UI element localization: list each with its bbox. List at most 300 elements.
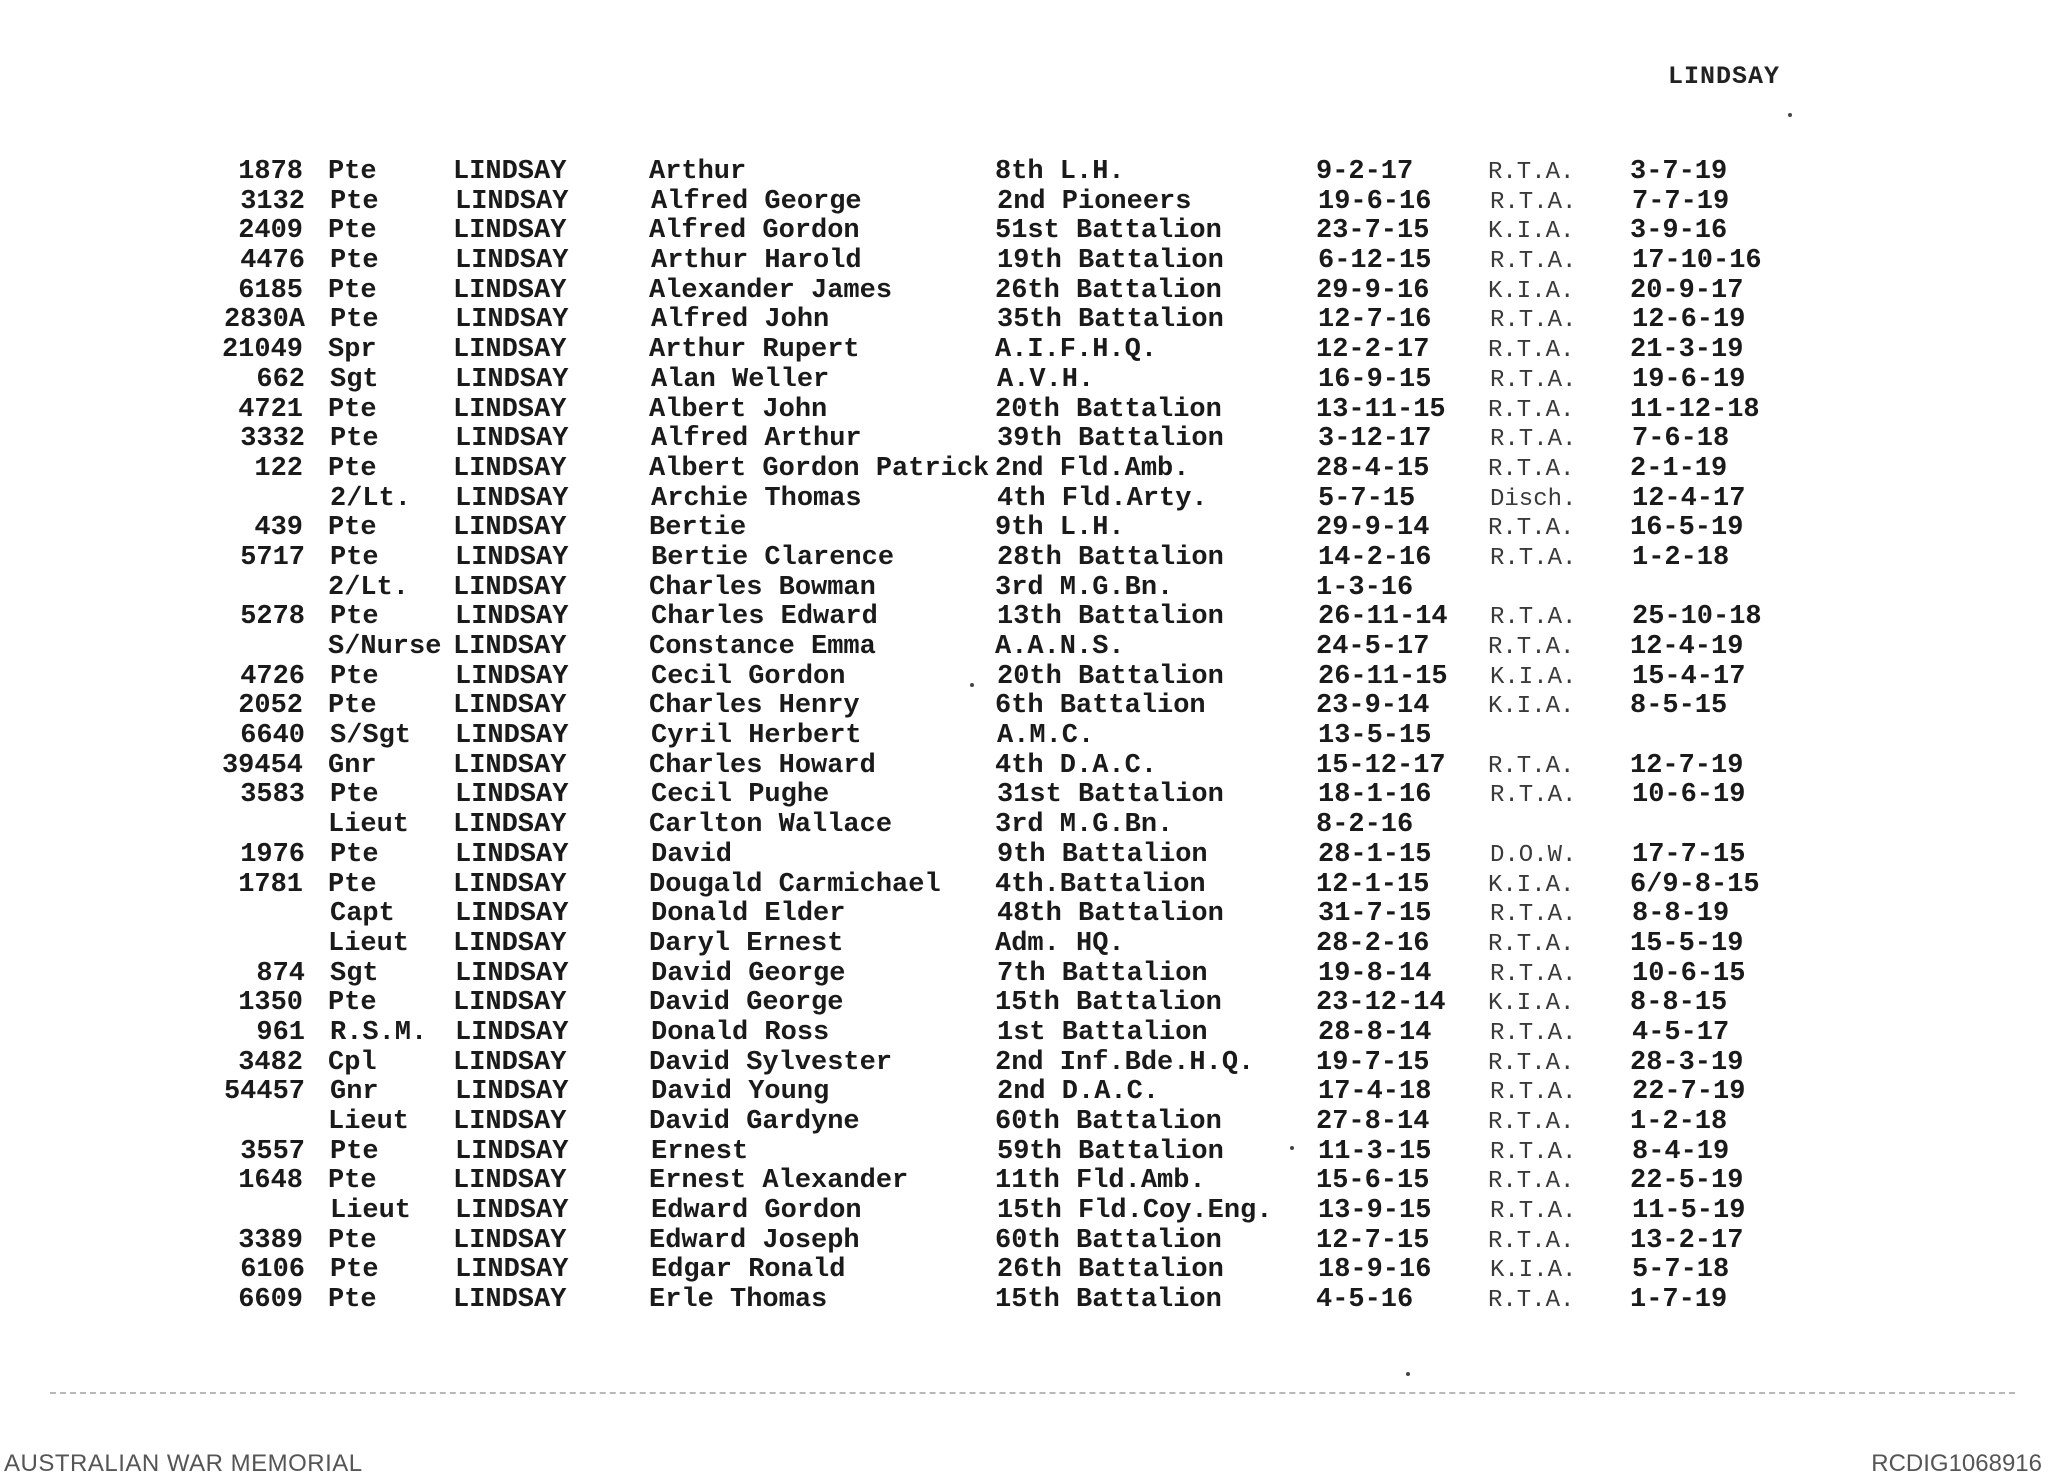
unit-cell: 28th Battalion	[997, 542, 1224, 573]
unit-cell: 15th Battalion	[995, 1285, 1222, 1316]
enlistment-date-cell: 28-2-16	[1316, 928, 1430, 959]
fate-cell: K.I.A.	[1490, 1257, 1577, 1285]
surname-cell: LINDSAY	[453, 335, 567, 366]
surname-cell: LINDSAY	[455, 483, 569, 514]
rank-cell: Lieut	[328, 1107, 410, 1137]
given-names-cell: Albert Gordon Patrick	[649, 453, 990, 484]
fate-cell: R.T.A.	[1490, 426, 1577, 454]
fate-cell: K.I.A.	[1488, 277, 1575, 305]
enlistment-date-cell: 24-5-17	[1316, 632, 1430, 662]
enlistment-date-cell: 4-5-16	[1316, 1285, 1414, 1316]
service-number-cell: 4726	[240, 661, 305, 692]
surname-cell: LINDSAY	[453, 1225, 567, 1256]
surname-cell: LINDSAY	[455, 780, 569, 811]
ink-speck	[1406, 1372, 1410, 1376]
unit-cell: 51st Battalion	[995, 216, 1222, 247]
given-names-cell: Cecil Gordon	[651, 661, 846, 692]
unit-cell: A.A.N.S.	[995, 632, 1125, 662]
unit-cell: 4th D.A.C.	[995, 750, 1158, 781]
divider	[50, 1392, 2015, 1394]
fate-cell: R.T.A.	[1490, 366, 1577, 394]
given-names-cell: Carlton Wallace	[649, 810, 893, 841]
fate-date-cell: 8-4-19	[1632, 1136, 1730, 1167]
service-number-cell: 1781	[238, 869, 303, 900]
given-names-cell: Charles Howard	[649, 750, 876, 781]
rank-cell: Pte	[328, 1166, 377, 1197]
service-number-cell: 961	[256, 1017, 305, 1048]
rank-cell: Gnr	[328, 750, 377, 781]
service-number-cell: 1878	[238, 157, 303, 187]
given-names-cell: Donald Ross	[651, 1017, 830, 1048]
enlistment-date-cell: 26-11-15	[1318, 661, 1448, 692]
service-number-cell: 3389	[238, 1225, 303, 1256]
given-names-cell: Edward Gordon	[651, 1196, 862, 1227]
service-number-cell: 4721	[238, 394, 303, 425]
enlistment-date-cell: 5-7-15	[1318, 483, 1416, 514]
unit-cell: 2nd Inf.Bde.H.Q.	[995, 1047, 1255, 1078]
unit-cell: 7th Battalion	[997, 958, 1208, 989]
fate-date-cell: 21-3-19	[1630, 335, 1744, 366]
fate-cell: R.T.A.	[1488, 1049, 1575, 1077]
fate-date-cell: 10-6-19	[1632, 780, 1746, 811]
surname-cell: LINDSAY	[453, 1166, 567, 1197]
surname-cell: LINDSAY	[453, 216, 567, 247]
rank-cell: Pte	[330, 424, 379, 455]
enlistment-date-cell: 12-7-15	[1316, 1225, 1430, 1256]
surname-cell: LINDSAY	[455, 305, 569, 336]
enlistment-date-cell: 14-2-16	[1318, 542, 1432, 573]
surname-cell: LINDSAY	[453, 394, 567, 425]
fate-cell: R.T.A.	[1488, 455, 1575, 483]
given-names-cell: Alfred John	[651, 305, 830, 336]
given-names-cell: David George	[649, 988, 844, 1019]
unit-cell: 20th Battalion	[995, 394, 1222, 425]
service-number-cell: 3332	[240, 424, 305, 455]
surname-cell: LINDSAY	[453, 988, 567, 1019]
enlistment-date-cell: 29-9-14	[1316, 513, 1430, 544]
rank-cell: Pte	[328, 691, 377, 722]
given-names-cell: Edward Joseph	[649, 1225, 860, 1256]
fate-cell: R.T.A.	[1490, 544, 1577, 572]
surname-cell: LINDSAY	[453, 632, 567, 662]
surname-cell: LINDSAY	[453, 572, 567, 603]
rank-cell: Lieut	[330, 1196, 412, 1227]
surname-cell: LINDSAY	[453, 1285, 567, 1316]
rank-cell: R.S.M.	[330, 1017, 428, 1048]
given-names-cell: Bertie Clarence	[651, 542, 895, 573]
ink-speck	[1788, 113, 1792, 117]
fate-date-cell: 13-2-17	[1630, 1225, 1744, 1256]
unit-cell: A.V.H.	[997, 364, 1095, 395]
unit-cell: 20th Battalion	[997, 661, 1224, 692]
given-names-cell: Alfred Arthur	[651, 424, 862, 455]
fate-date-cell: 7-6-18	[1632, 424, 1730, 455]
rank-cell: Pte	[328, 157, 377, 187]
rank-cell: Pte	[330, 839, 379, 870]
fate-cell: R.T.A.	[1488, 752, 1575, 780]
unit-cell: 4th.Battalion	[995, 869, 1206, 900]
surname-cell: LINDSAY	[455, 424, 569, 455]
fate-cell: R.T.A.	[1488, 930, 1575, 958]
service-number-cell: 874	[256, 958, 305, 989]
fate-date-cell: 12-4-17	[1632, 483, 1746, 514]
fate-date-cell: 8-8-15	[1630, 988, 1728, 1019]
rank-cell: Capt	[330, 899, 395, 930]
enlistment-date-cell: 27-8-14	[1316, 1107, 1430, 1137]
fate-date-cell: 20-9-17	[1630, 275, 1744, 306]
enlistment-date-cell: 13-11-15	[1316, 394, 1446, 425]
enlistment-date-cell: 18-9-16	[1318, 1255, 1432, 1286]
surname-cell: LINDSAY	[453, 750, 567, 781]
enlistment-date-cell: 15-12-17	[1316, 750, 1446, 781]
given-names-cell: Ernest	[651, 1136, 749, 1167]
fate-date-cell: 12-7-19	[1630, 750, 1744, 781]
unit-cell: 31st Battalion	[997, 780, 1224, 811]
given-names-cell: Ernest Alexander	[649, 1166, 909, 1197]
fate-cell: R.T.A.	[1490, 1019, 1577, 1047]
fate-date-cell: 19-6-19	[1632, 364, 1746, 395]
service-number-cell: 439	[254, 513, 303, 544]
enlistment-date-cell: 15-6-15	[1316, 1166, 1430, 1197]
unit-cell: 9th L.H.	[995, 513, 1125, 544]
fate-cell: R.T.A.	[1490, 1138, 1577, 1166]
service-number-cell: 21049	[221, 335, 303, 366]
unit-cell: 2nd Fld.Amb.	[995, 453, 1190, 484]
rank-cell: Pte	[328, 869, 377, 900]
fate-date-cell: 17-10-16	[1632, 246, 1762, 277]
enlistment-date-cell: 17-4-18	[1318, 1077, 1432, 1108]
fate-date-cell: 16-5-19	[1630, 513, 1744, 544]
rank-cell: S/Nurse	[328, 632, 442, 662]
fate-cell: R.T.A.	[1490, 901, 1577, 929]
institution-label: AUSTRALIAN WAR MEMORIAL	[4, 1450, 363, 1477]
enlistment-date-cell: 12-7-16	[1318, 305, 1432, 336]
given-names-cell: David Gardyne	[649, 1107, 860, 1137]
enlistment-date-cell: 28-8-14	[1318, 1017, 1432, 1048]
fate-date-cell: 1-2-18	[1632, 542, 1730, 573]
fate-date-cell: 8-5-15	[1630, 691, 1728, 722]
fate-cell: R.T.A.	[1490, 307, 1577, 335]
rank-cell: Pte	[330, 780, 379, 811]
fate-cell: R.T.A.	[1488, 337, 1575, 365]
service-number-cell: 4476	[240, 246, 305, 277]
rank-cell: Pte	[330, 542, 379, 573]
service-number-cell: 122	[254, 453, 303, 484]
surname-cell: LINDSAY	[455, 542, 569, 573]
surname-cell: LINDSAY	[455, 1196, 569, 1227]
surname-cell: LINDSAY	[453, 810, 567, 841]
rank-cell: 2/Lt.	[330, 483, 412, 514]
service-number-cell: 662	[256, 364, 305, 395]
fate-cell: R.T.A.	[1488, 159, 1575, 186]
surname-cell: LINDSAY	[455, 1077, 569, 1108]
enlistment-date-cell: 1-3-16	[1316, 572, 1414, 603]
given-names-cell: Dougald Carmichael	[649, 869, 941, 900]
rank-cell: Pte	[330, 602, 379, 633]
fate-date-cell: 5-7-18	[1632, 1255, 1730, 1286]
given-names-cell: David George	[651, 958, 846, 989]
fate-date-cell: 10-6-15	[1632, 958, 1746, 989]
fate-date-cell: 11-5-19	[1632, 1196, 1746, 1227]
surname-cell: LINDSAY	[455, 246, 569, 277]
given-names-cell: Alexander James	[649, 275, 893, 306]
rank-cell: S/Sgt	[330, 721, 412, 752]
enlistment-date-cell: 13-9-15	[1318, 1196, 1432, 1227]
fate-date-cell: 4-5-17	[1632, 1017, 1730, 1048]
service-number-cell: 1648	[238, 1166, 303, 1197]
enlistment-date-cell: 12-1-15	[1316, 869, 1430, 900]
surname-cell: LINDSAY	[455, 364, 569, 395]
fate-date-cell: 22-7-19	[1632, 1077, 1746, 1108]
fate-date-cell: 1-2-18	[1630, 1107, 1728, 1137]
enlistment-date-cell: 8-2-16	[1316, 810, 1414, 841]
enlistment-date-cell: 16-9-15	[1318, 364, 1432, 395]
surname-cell: LINDSAY	[453, 1047, 567, 1078]
fate-cell: R.T.A.	[1490, 604, 1577, 632]
fate-cell: R.T.A.	[1490, 248, 1577, 276]
given-names-cell: Constance Emma	[649, 632, 876, 662]
record-id: RCDIG1068916	[1871, 1450, 2042, 1477]
rank-cell: Gnr	[330, 1077, 379, 1108]
surname-cell: LINDSAY	[455, 958, 569, 989]
fate-date-cell: 8-8-19	[1632, 899, 1730, 930]
service-number-cell: 2409	[238, 216, 303, 247]
unit-cell: Adm. HQ.	[995, 928, 1125, 959]
surname-cell: LINDSAY	[455, 602, 569, 633]
unit-cell: 13th Battalion	[997, 602, 1224, 633]
fate-date-cell: 2-1-19	[1630, 453, 1728, 484]
given-names-cell: David Young	[651, 1077, 830, 1108]
rank-cell: Lieut	[328, 810, 410, 841]
unit-cell: 26th Battalion	[995, 275, 1222, 306]
enlistment-date-cell: 3-12-17	[1318, 424, 1432, 455]
given-names-cell: Bertie	[649, 513, 747, 544]
enlistment-date-cell: 26-11-14	[1318, 602, 1448, 633]
given-names-cell: Charles Edward	[651, 602, 878, 633]
enlistment-date-cell: 19-7-15	[1316, 1047, 1430, 1078]
fate-date-cell: 22-5-19	[1630, 1166, 1744, 1197]
rank-cell: Pte	[330, 1255, 379, 1286]
fate-date-cell: 15-5-19	[1630, 928, 1744, 959]
fate-cell: R.T.A.	[1488, 1109, 1575, 1136]
page-header: LINDSAY	[1668, 62, 1781, 91]
fate-cell: K.I.A.	[1488, 218, 1575, 246]
rank-cell: 2/Lt.	[328, 572, 410, 603]
unit-cell: 60th Battalion	[995, 1107, 1222, 1137]
fate-date-cell: 28-3-19	[1630, 1047, 1744, 1078]
given-names-cell: Edgar Ronald	[651, 1255, 846, 1286]
unit-cell: 11th Fld.Amb.	[995, 1166, 1206, 1197]
unit-cell: 8th L.H.	[995, 157, 1125, 187]
unit-cell: 4th Fld.Arty.	[997, 483, 1208, 514]
enlistment-date-cell: 23-9-14	[1316, 691, 1430, 722]
given-names-cell: Arthur Rupert	[649, 335, 860, 366]
surname-cell: LINDSAY	[453, 691, 567, 722]
unit-cell: A.M.C.	[997, 721, 1095, 752]
surname-cell: LINDSAY	[455, 1136, 569, 1167]
service-number-cell: 3482	[238, 1047, 303, 1078]
fate-date-cell: 25-10-18	[1632, 602, 1762, 633]
fate-date-cell: 7-7-19	[1632, 186, 1730, 217]
fate-cell: K.I.A.	[1488, 871, 1575, 899]
fate-date-cell: 17-7-15	[1632, 839, 1746, 870]
fate-date-cell: 3-9-16	[1630, 216, 1728, 247]
fate-date-cell: 15-4-17	[1632, 661, 1746, 692]
enlistment-date-cell: 28-4-15	[1316, 453, 1430, 484]
rank-cell: Pte	[328, 988, 377, 1019]
rank-cell: Pte	[328, 216, 377, 247]
unit-cell: A.I.F.H.Q.	[995, 335, 1158, 366]
rank-cell: Pte	[330, 1136, 379, 1167]
rank-cell: Pte	[328, 275, 377, 306]
fate-cell: K.I.A.	[1488, 693, 1575, 721]
fate-cell: K.I.A.	[1488, 990, 1575, 1018]
fate-cell: R.T.A.	[1488, 396, 1575, 424]
given-names-cell: Cyril Herbert	[651, 721, 862, 752]
fate-cell: K.I.A.	[1490, 663, 1577, 691]
fate-cell: R.T.A.	[1488, 1287, 1575, 1315]
surname-cell: LINDSAY	[455, 186, 569, 217]
surname-cell: LINDSAY	[455, 661, 569, 692]
given-names-cell: Albert John	[649, 394, 828, 425]
enlistment-date-cell: 23-7-15	[1316, 216, 1430, 247]
service-number-cell: 6185	[238, 275, 303, 306]
service-number-cell: 2830A	[223, 305, 305, 336]
unit-cell: 9th Battalion	[997, 839, 1208, 870]
fate-cell: R.T.A.	[1490, 1198, 1577, 1226]
unit-cell: 26th Battalion	[997, 1255, 1224, 1286]
rank-cell: Sgt	[330, 958, 379, 989]
fate-date-cell: 12-4-19	[1630, 632, 1744, 662]
unit-cell: 2nd D.A.C.	[997, 1077, 1160, 1108]
ink-speck	[1290, 1146, 1294, 1150]
fate-cell: Disch.	[1490, 485, 1577, 513]
surname-cell: LINDSAY	[455, 1017, 569, 1048]
rank-cell: Pte	[330, 246, 379, 277]
enlistment-date-cell: 29-9-16	[1316, 275, 1430, 306]
rank-cell: Cpl	[328, 1047, 377, 1078]
ink-speck	[970, 683, 974, 687]
rank-cell: Spr	[328, 335, 377, 366]
given-names-cell: Erle Thomas	[649, 1285, 828, 1316]
rank-cell: Pte	[328, 453, 377, 484]
unit-cell: 1st Battalion	[997, 1017, 1208, 1048]
enlistment-date-cell: 9-2-17	[1316, 157, 1414, 187]
service-number-cell: 39454	[221, 750, 303, 781]
enlistment-date-cell: 6-12-15	[1318, 246, 1432, 277]
fate-date-cell: 12-6-19	[1632, 305, 1746, 336]
surname-cell: LINDSAY	[453, 157, 567, 187]
fate-date-cell: 1-7-19	[1630, 1285, 1728, 1316]
unit-cell: 3rd M.G.Bn.	[995, 810, 1174, 841]
service-number-cell: 6609	[238, 1285, 303, 1316]
enlistment-date-cell: 19-6-16	[1318, 186, 1432, 217]
fate-date-cell: 3-7-19	[1630, 157, 1728, 187]
surname-cell: LINDSAY	[455, 1255, 569, 1286]
unit-cell: 3rd M.G.Bn.	[995, 572, 1174, 603]
surname-cell: LINDSAY	[453, 453, 567, 484]
given-names-cell: Charles Bowman	[649, 572, 876, 603]
unit-cell: 59th Battalion	[997, 1136, 1224, 1167]
unit-cell: 35th Battalion	[997, 305, 1224, 336]
given-names-cell: Charles Henry	[649, 691, 860, 722]
given-names-cell: Donald Elder	[651, 899, 846, 930]
given-names-cell: Alan Weller	[651, 364, 830, 395]
rank-cell: Pte	[328, 513, 377, 544]
surname-cell: LINDSAY	[453, 869, 567, 900]
given-names-cell: David Sylvester	[649, 1047, 893, 1078]
surname-cell: LINDSAY	[455, 899, 569, 930]
fate-cell: D.O.W.	[1490, 841, 1577, 869]
fate-cell: R.T.A.	[1488, 634, 1575, 661]
given-names-cell: Alfred Gordon	[649, 216, 860, 247]
given-names-cell: Daryl Ernest	[649, 928, 844, 959]
enlistment-date-cell: 31-7-15	[1318, 899, 1432, 930]
fate-cell: R.T.A.	[1490, 1079, 1577, 1107]
unit-cell: 2nd Pioneers	[997, 186, 1192, 217]
surname-cell: LINDSAY	[453, 928, 567, 959]
fate-date-cell: 11-12-18	[1630, 394, 1760, 425]
service-number-cell: 6106	[240, 1255, 305, 1286]
unit-cell: 39th Battalion	[997, 424, 1224, 455]
fate-cell: R.T.A.	[1488, 1227, 1575, 1255]
service-number-cell: 5717	[240, 542, 305, 573]
service-number-cell: 6640	[240, 721, 305, 752]
rank-cell: Lieut	[328, 928, 410, 959]
enlistment-date-cell: 28-1-15	[1318, 839, 1432, 870]
unit-cell: 15th Battalion	[995, 988, 1222, 1019]
given-names-cell: Cecil Pughe	[651, 780, 830, 811]
service-number-cell: 5278	[240, 602, 305, 633]
fate-cell: R.T.A.	[1488, 1168, 1575, 1196]
surname-cell: LINDSAY	[455, 721, 569, 752]
fate-cell: R.T.A.	[1490, 188, 1577, 216]
unit-cell: 15th Fld.Coy.Eng.	[997, 1196, 1273, 1227]
unit-cell: 60th Battalion	[995, 1225, 1222, 1256]
unit-cell: 6th Battalion	[995, 691, 1206, 722]
fate-cell: R.T.A.	[1488, 515, 1575, 543]
surname-cell: LINDSAY	[453, 275, 567, 306]
given-names-cell: David	[651, 839, 733, 870]
surname-cell: LINDSAY	[455, 839, 569, 870]
rank-cell: Sgt	[330, 364, 379, 395]
service-number-cell: 2052	[238, 691, 303, 722]
enlistment-date-cell: 23-12-14	[1316, 988, 1446, 1019]
service-number-cell: 3557	[240, 1136, 305, 1167]
given-names-cell: Alfred George	[651, 186, 862, 217]
enlistment-date-cell: 19-8-14	[1318, 958, 1432, 989]
service-number-cell: 54457	[223, 1077, 305, 1108]
surname-cell: LINDSAY	[453, 1107, 567, 1137]
surname-cell: LINDSAY	[453, 513, 567, 544]
rank-cell: Pte	[330, 186, 379, 217]
enlistment-date-cell: 12-2-17	[1316, 335, 1430, 366]
service-number-cell: 1976	[240, 839, 305, 870]
given-names-cell: Archie Thomas	[651, 483, 862, 514]
enlistment-date-cell: 13-5-15	[1318, 721, 1432, 752]
rank-cell: Pte	[328, 1225, 377, 1256]
rank-cell: Pte	[328, 394, 377, 425]
fate-cell: R.T.A.	[1490, 782, 1577, 810]
fate-date-cell: 6/9-8-15	[1630, 869, 1760, 900]
service-number-cell: 3132	[240, 186, 305, 217]
fate-cell: R.T.A.	[1490, 960, 1577, 988]
unit-cell: 19th Battalion	[997, 246, 1224, 277]
rank-cell: Pte	[328, 1285, 377, 1316]
unit-cell: 48th Battalion	[997, 899, 1224, 930]
rank-cell: Pte	[330, 305, 379, 336]
rank-cell: Pte	[330, 661, 379, 692]
